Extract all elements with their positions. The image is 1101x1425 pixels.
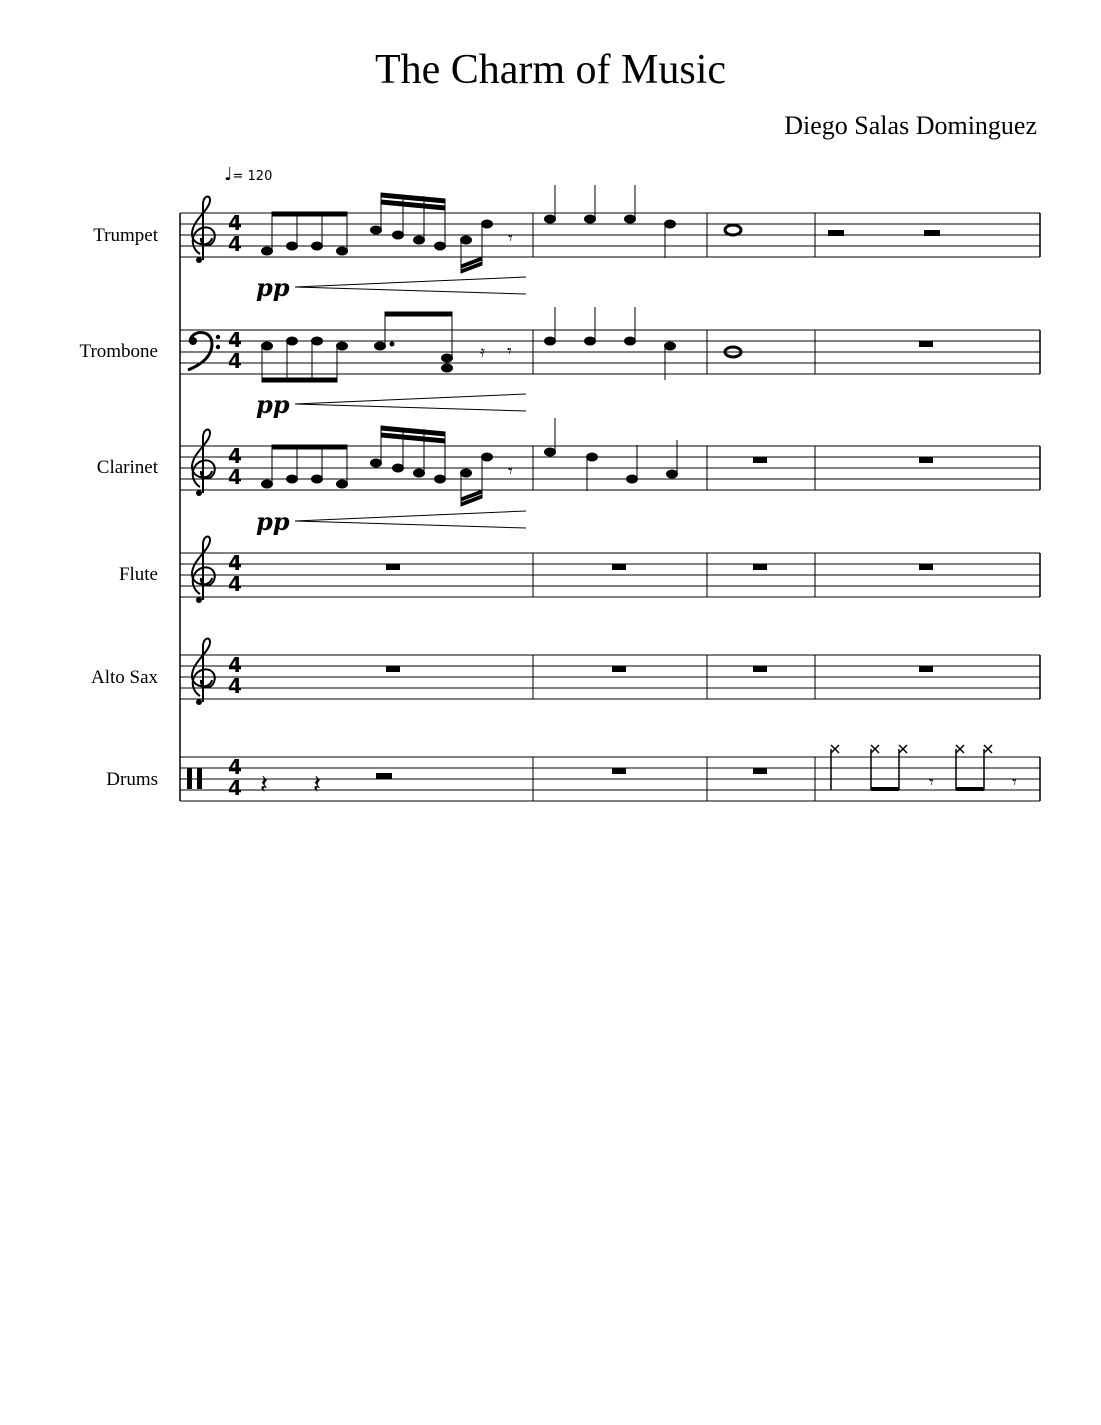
- svg-text:4: 4: [228, 444, 242, 468]
- staff-trumpet: [180, 185, 1040, 302]
- svg-text:pp: pp: [256, 390, 290, 419]
- treble-clef-icon: [192, 537, 215, 603]
- svg-text:4: 4: [228, 653, 242, 677]
- composer-name: Diego Salas Dominguez: [784, 111, 1037, 140]
- svg-text:𝄾: 𝄾: [508, 461, 513, 482]
- svg-text:pp: pp: [256, 507, 290, 536]
- instrument-label-trumpet: Trumpet: [93, 225, 158, 246]
- time-signature: 4: [228, 211, 242, 235]
- instrument-label-clarinet: Clarinet: [96, 457, 158, 478]
- whole-rest-icon: [919, 341, 933, 347]
- whole-note: [725, 225, 741, 235]
- instrument-label-alto-sax: Alto Sax: [90, 667, 158, 688]
- svg-text:4: 4: [228, 572, 242, 596]
- quarter-rest-icon: 𝄽: [313, 770, 321, 800]
- svg-text:4: 4: [228, 328, 242, 352]
- tempo-value: = 120: [232, 169, 273, 184]
- half-rest-icon: [828, 230, 844, 236]
- whole-rest-icon: [753, 457, 767, 463]
- staff-alto-sax: [180, 639, 1040, 705]
- instrument-label-flute: Flute: [118, 564, 158, 585]
- svg-text:𝄾: 𝄾: [929, 772, 934, 793]
- treble-clef-icon: [192, 639, 215, 705]
- quarter-rest-icon: 𝄽: [260, 770, 268, 800]
- treble-clef-icon: [192, 197, 215, 263]
- half-rest-icon: [924, 230, 940, 236]
- whole-rest-icon: [919, 457, 933, 463]
- staff-drums: [180, 745, 1040, 801]
- instrument-label-drums: Drums: [106, 769, 158, 790]
- svg-text:𝄾: 𝄾: [1012, 772, 1017, 793]
- eighth-rest-icon: 𝄾: [508, 228, 513, 249]
- svg-text:4: 4: [228, 232, 242, 256]
- score-title: The Charm of Music: [374, 47, 727, 93]
- svg-text:4: 4: [228, 755, 242, 779]
- svg-text:𝄾: 𝄾: [507, 341, 512, 362]
- svg-text:𝄿: 𝄿: [480, 342, 485, 361]
- staff-flute: [180, 537, 1040, 603]
- staff-trombone: [180, 307, 1040, 419]
- staff-clarinet: [180, 418, 1040, 536]
- treble-clef-icon: [192, 430, 215, 496]
- svg-text:4: 4: [228, 465, 242, 489]
- instrument-label-trombone: Trombone: [79, 341, 158, 362]
- svg-text:4: 4: [228, 349, 242, 373]
- svg-text:4: 4: [228, 674, 242, 698]
- bass-clef-icon: [188, 333, 220, 371]
- svg-text:4: 4: [228, 776, 242, 800]
- crescendo-hairpin: [295, 277, 526, 294]
- dynamic-marking: pp: [256, 273, 290, 302]
- svg-text:4: 4: [228, 551, 242, 575]
- quarter-note-icon: ♩: [224, 164, 233, 185]
